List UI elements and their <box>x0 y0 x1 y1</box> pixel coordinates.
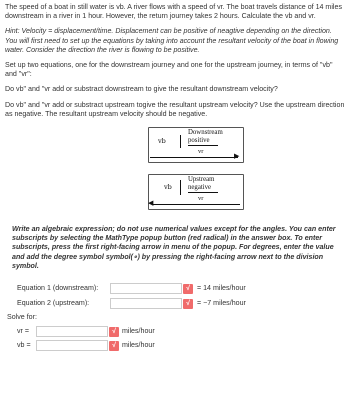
equation-label: Equation 2 (upstream): <box>17 298 90 307</box>
vb-label: vb <box>158 137 166 146</box>
equation-result: = −7 miles/hour <box>197 298 246 307</box>
downstream-subtitle: positive <box>188 137 210 145</box>
vr-label: vr <box>198 148 204 156</box>
vb-input[interactable] <box>36 340 108 351</box>
downstream-diagram <box>148 127 248 165</box>
downstream-title: Downstream <box>188 129 223 137</box>
arrow-left-icon: ◀ <box>148 200 154 208</box>
unit-label: miles/hour <box>122 327 155 336</box>
question-upstream: Do vb" and "vr add or substract upstream togive the resultant upstream velocity? Use the upstream direction as negative. The resultant upstream velocity should be negative. <box>5 100 345 118</box>
equation-2-input[interactable] <box>110 298 182 309</box>
divider-line <box>180 180 181 195</box>
radical-icon[interactable]: √ <box>183 299 193 309</box>
problem-statement: The speed of a boat in still water is vb. A river flows with a speed of vr. The boat travels distance of 14 miles downstream in a river in 1 hour. However, the return journey takes 2 hours. Calculate the vb and vr. <box>5 3 342 21</box>
solve-row-vr <box>17 326 345 337</box>
vb-label: vb <box>164 183 172 192</box>
radical-icon[interactable]: √ <box>109 327 119 337</box>
upstream-title: Upstream <box>188 176 215 184</box>
vr-input[interactable] <box>36 326 108 337</box>
question-downstream: Do vb" and "vr add or substract downstream to give the resultant downstream velocity? <box>5 85 278 94</box>
hint-text: Hint: Velocity = displacement/time. Displacement can be positive of neagtive depending on the direction. You will first need to set up the equations by taking into account the resultant velocity of the boat in flowing water. Consider the direction the river is flowing to be positive. <box>5 27 339 54</box>
vr-label: vr <box>198 195 204 203</box>
vr-var-label: vr = <box>17 327 30 336</box>
flow-line <box>188 145 218 146</box>
instructions-text: Write an algebraic expression; do not use numerical values except for the angles. You can enter subscripts by selecting the MathType popup button (red radical) in the answer box. To enter subscripts, press the first right-facing arrow in menu of the popup. For degrees, enter the value and add the degree symbol symbol(∘) by pressing the right-facing arrow next to the division symbol. <box>12 225 336 270</box>
upstream-subtitle: negative <box>188 184 212 192</box>
equation-row-upstream <box>17 298 345 309</box>
solve-label: Solve for: <box>7 313 37 322</box>
divider-line <box>180 135 181 148</box>
diagrams <box>5 127 345 221</box>
unit-label: miles/hour <box>122 341 155 350</box>
vb-var-label: vb = <box>17 341 31 350</box>
upstream-diagram <box>148 174 248 212</box>
flow-line <box>188 192 218 193</box>
equation-label: Equation 1 (downstream): <box>17 283 99 292</box>
radical-icon[interactable]: √ <box>109 341 119 351</box>
arrow-right-icon: ▶ <box>234 153 240 161</box>
setup-text: Set up two equations, one for the downstream journey and one for the upstream journey, in terms of "vb" and "vr": <box>5 61 333 79</box>
equation-1-input[interactable] <box>110 283 182 294</box>
solve-row-vb <box>17 340 345 351</box>
arrow-left-line <box>152 204 240 205</box>
equation-result: = 14 miles/hour <box>197 283 246 292</box>
equation-row-downstream <box>17 283 345 294</box>
radical-icon[interactable]: √ <box>183 284 193 294</box>
arrow-right-line <box>150 157 238 158</box>
